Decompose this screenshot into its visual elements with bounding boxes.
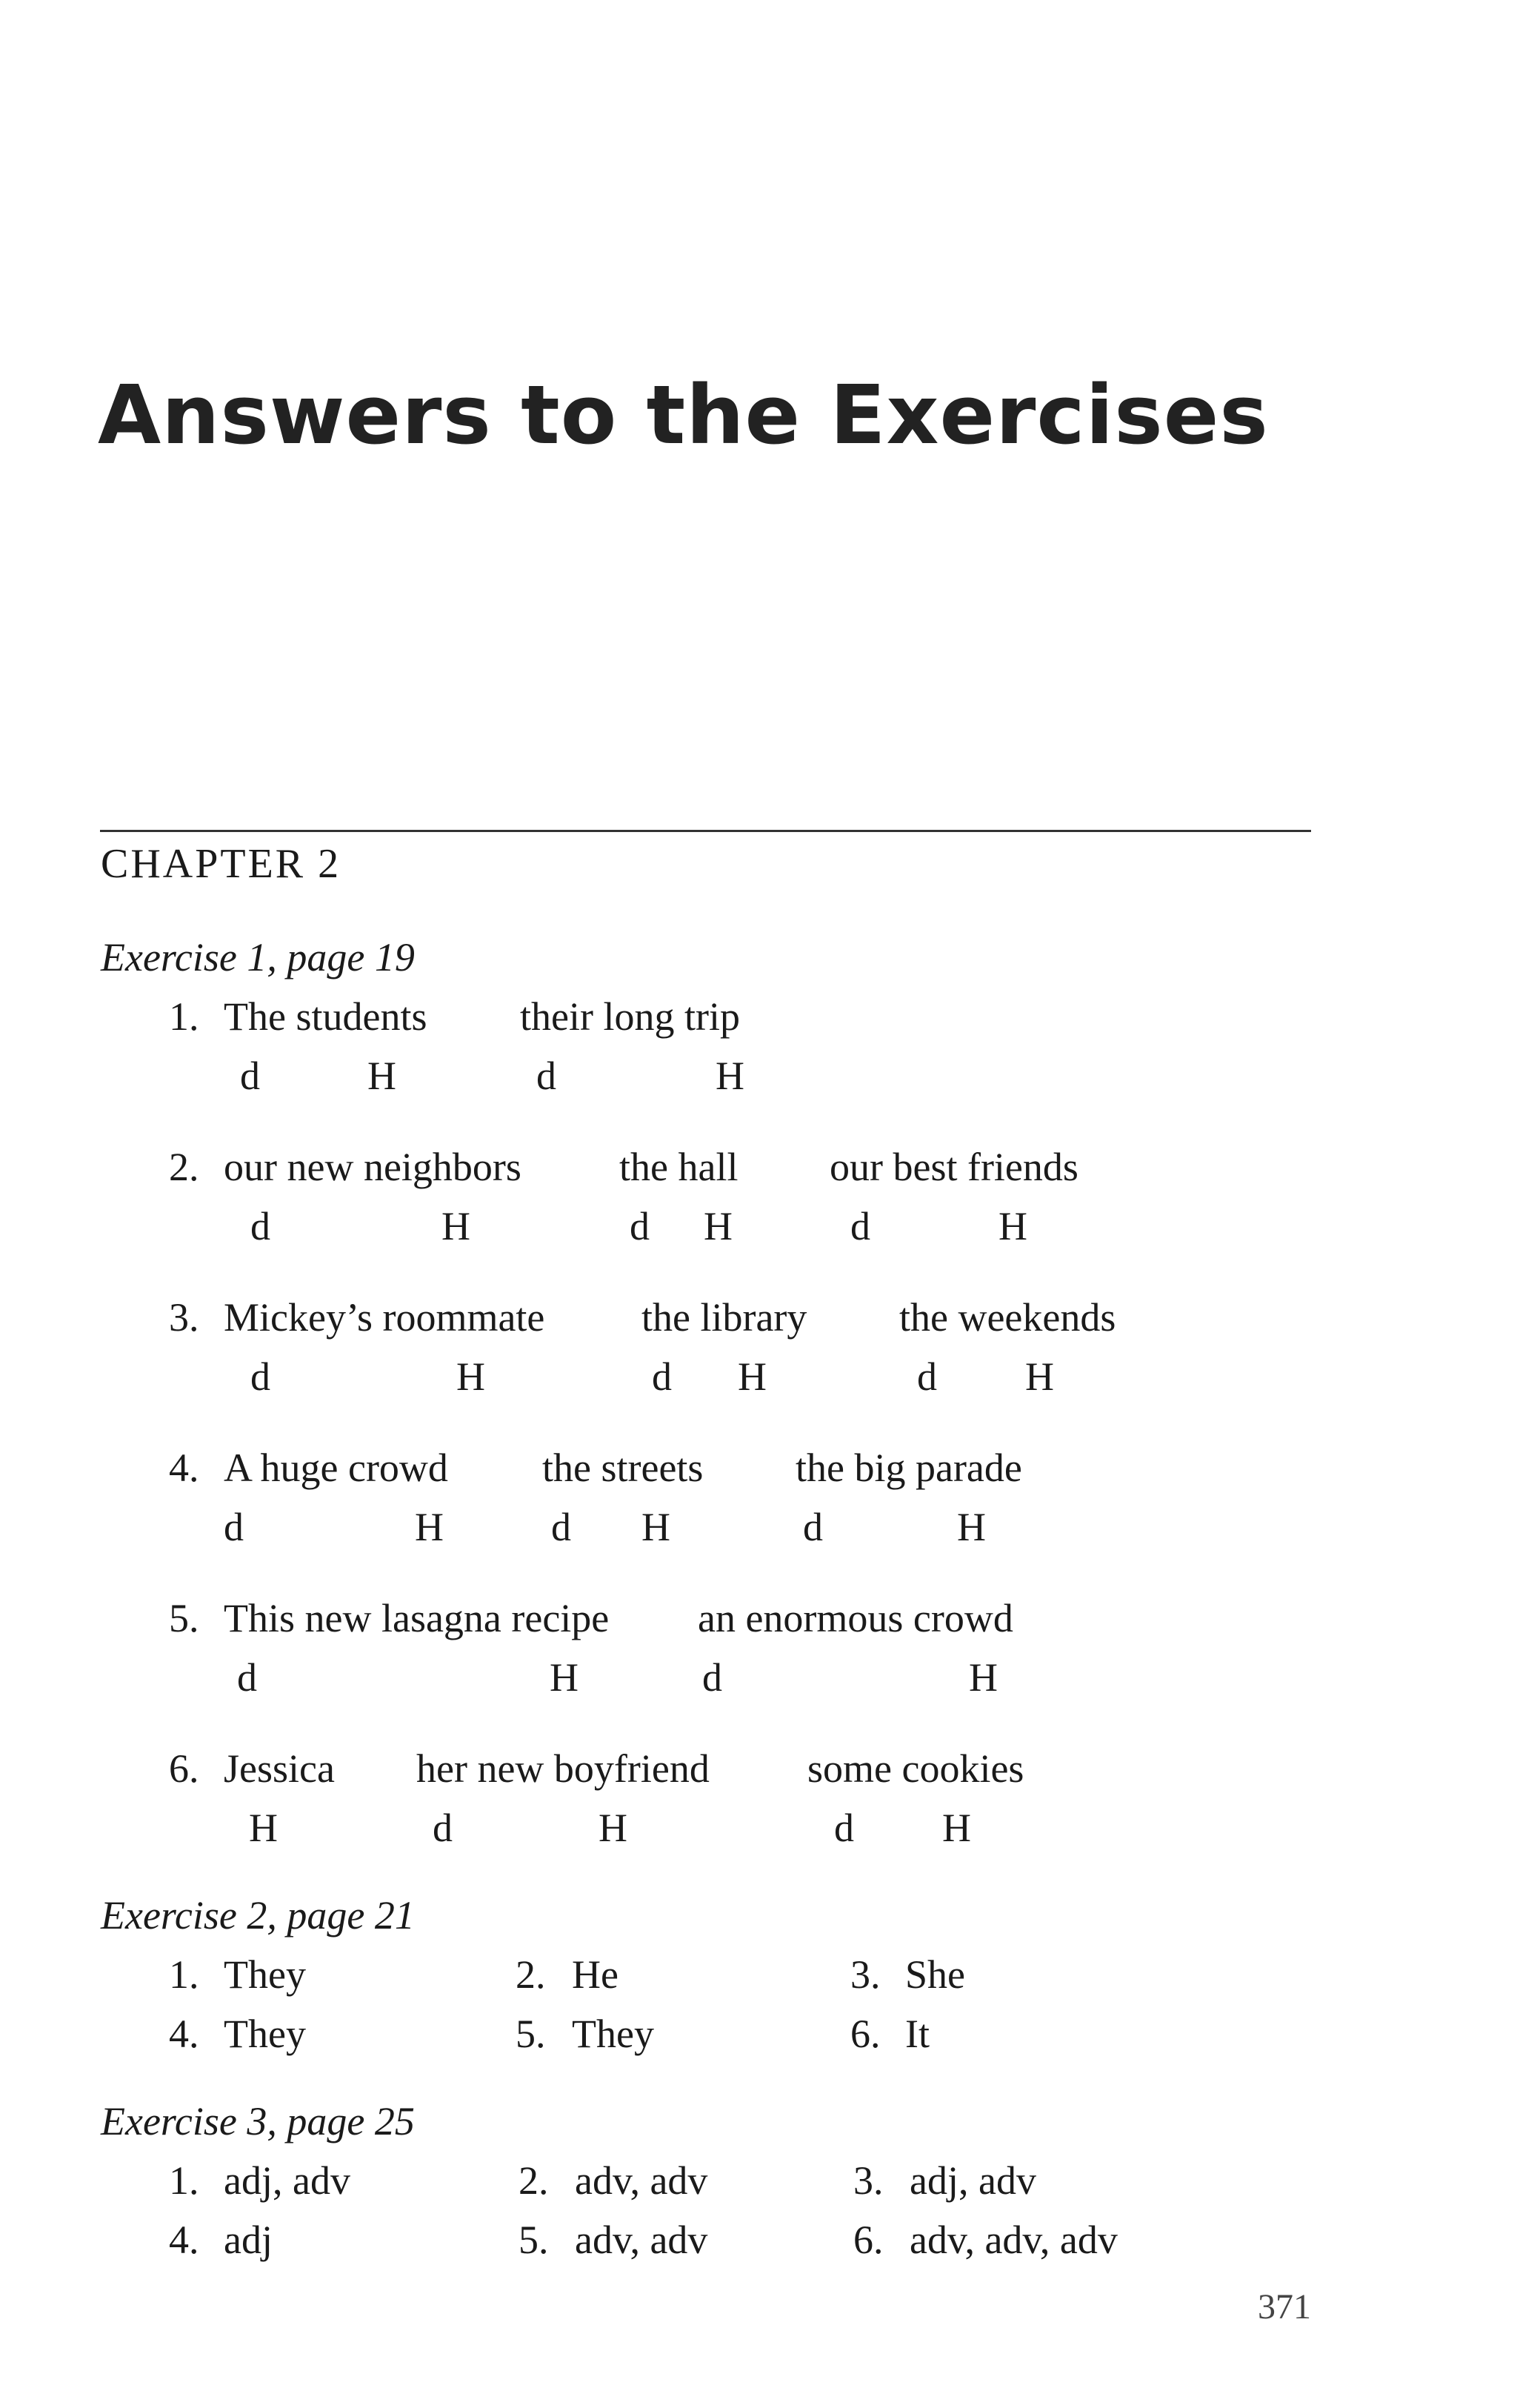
ex2-answer: They — [224, 2012, 306, 2056]
ex1-label: H — [1025, 1354, 1054, 1399]
page-number: 371 — [1258, 2287, 1311, 2326]
ex1-phrase: A huge crowd — [224, 1446, 448, 1490]
ex1-phrase: the weekends — [899, 1295, 1116, 1340]
ex1-label: H — [738, 1354, 767, 1399]
ex1-label: d — [433, 1806, 453, 1850]
ex1-label: H — [641, 1505, 670, 1549]
ex2-answer-number: 2. — [516, 1952, 546, 1997]
ex3-answer-number: 1. — [169, 2158, 199, 2203]
ex3-answer-number: 3. — [853, 2158, 884, 2203]
ex1-phrase: an enormous crowd — [698, 1596, 1013, 1640]
ex2-answer-number: 1. — [169, 1952, 199, 1997]
exercise-3-heading: Exercise 3, page 25 — [101, 2099, 415, 2143]
ex3-answer: adj — [224, 2218, 273, 2262]
ex1-label: d — [240, 1054, 260, 1098]
ex3-answer-number: 5. — [519, 2218, 549, 2262]
ex1-label: H — [415, 1505, 444, 1549]
ex1-item-number: 4. — [169, 1446, 199, 1490]
ex1-label: H — [249, 1806, 278, 1850]
ex2-answer: They — [224, 1952, 306, 1997]
ex2-answer: It — [905, 2012, 930, 2056]
ex2-answer: He — [572, 1952, 619, 1997]
ex1-phrase: Jessica — [224, 1746, 335, 1791]
ex1-phrase: their long trip — [520, 994, 740, 1039]
ex2-answer: They — [572, 2012, 654, 2056]
ex1-phrase: our best friends — [830, 1145, 1078, 1189]
ex3-answer: adj, adv — [910, 2158, 1036, 2203]
exercise-1-heading: Exercise 1, page 19 — [101, 935, 415, 980]
ex3-answer-number: 4. — [169, 2218, 199, 2262]
ex1-label: H — [957, 1505, 986, 1549]
ex1-item-number: 2. — [169, 1145, 199, 1189]
chapter-heading: CHAPTER 2 — [101, 841, 341, 887]
ex1-phrase: the library — [641, 1295, 807, 1340]
ex3-answer-number: 6. — [853, 2218, 884, 2262]
ex1-label: d — [224, 1505, 244, 1549]
ex2-answer-number: 6. — [850, 2012, 881, 2056]
ex1-item-number: 1. — [169, 994, 199, 1039]
ex1-phrase: our new neighbors — [224, 1145, 521, 1189]
ex1-label: d — [630, 1204, 650, 1248]
ex1-label: H — [367, 1054, 396, 1098]
ex1-label: d — [702, 1655, 722, 1700]
ex1-item-number: 6. — [169, 1746, 199, 1791]
ex3-answer: adj, adv — [224, 2158, 350, 2203]
ex1-label: H — [456, 1354, 485, 1399]
ex1-phrase: the streets — [542, 1446, 704, 1490]
ex1-label: d — [917, 1354, 937, 1399]
page-title: Answers to the Exercises — [98, 367, 1269, 462]
ex1-label: H — [441, 1204, 470, 1248]
ex1-phrase: some cookies — [807, 1746, 1024, 1791]
ex1-label: H — [550, 1655, 579, 1700]
ex1-phrase: the hall — [619, 1145, 739, 1189]
ex1-phrase: Mickey’s roommate — [224, 1295, 545, 1340]
ex1-label: d — [834, 1806, 854, 1850]
ex3-answer: adv, adv — [575, 2158, 708, 2203]
ex2-answer: She — [905, 1952, 965, 1997]
ex3-answer: adv, adv, adv — [910, 2218, 1118, 2262]
ex3-answer: adv, adv — [575, 2218, 708, 2262]
ex1-phrase: the big parade — [796, 1446, 1022, 1490]
ex2-answer-number: 4. — [169, 2012, 199, 2056]
chapter-divider — [100, 830, 1311, 832]
ex2-answer-number: 3. — [850, 1952, 881, 1997]
ex3-answer-number: 2. — [519, 2158, 549, 2203]
ex1-label: d — [551, 1505, 571, 1549]
ex1-label: d — [250, 1204, 270, 1248]
ex1-label: H — [942, 1806, 971, 1850]
ex1-label: H — [969, 1655, 998, 1700]
ex1-phrase: The students — [224, 994, 427, 1039]
ex1-label: d — [850, 1204, 870, 1248]
ex1-label: d — [237, 1655, 257, 1700]
ex1-label: d — [536, 1054, 556, 1098]
ex2-answer-number: 5. — [516, 2012, 546, 2056]
ex1-label: d — [803, 1505, 823, 1549]
ex1-label: H — [716, 1054, 744, 1098]
ex1-label: d — [250, 1354, 270, 1399]
ex1-label: H — [998, 1204, 1027, 1248]
exercise-2-heading: Exercise 2, page 21 — [101, 1893, 415, 1938]
ex1-label: H — [704, 1204, 733, 1248]
ex1-phrase: her new boyfriend — [416, 1746, 710, 1791]
ex1-item-number: 5. — [169, 1596, 199, 1640]
ex1-label: H — [599, 1806, 627, 1850]
ex1-label: d — [652, 1354, 672, 1399]
ex1-item-number: 3. — [169, 1295, 199, 1340]
ex1-phrase: This new lasagna recipe — [224, 1596, 610, 1640]
